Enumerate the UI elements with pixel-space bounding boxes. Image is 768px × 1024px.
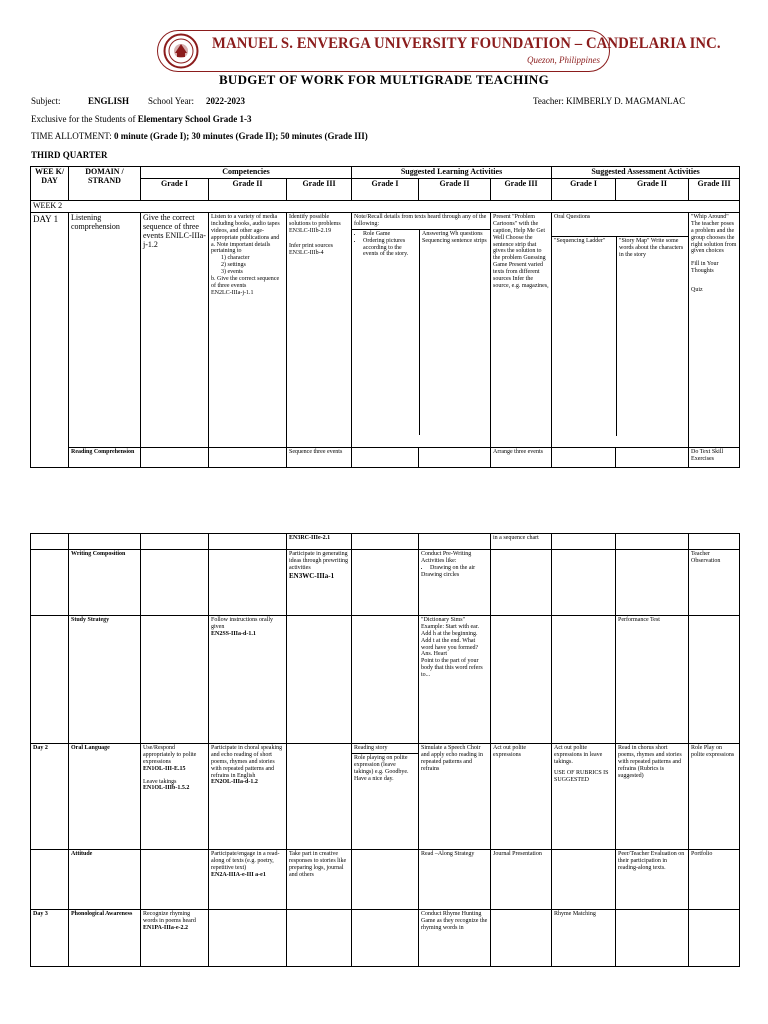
learn-g1-listening: • Role Game • Ordering pictures according to the events of the story.: [352, 230, 420, 435]
assess-g2-oral: Read in chorus short poems, rhymes and stories with repeated patterns and refrains (Rubrics is suggested): [616, 744, 689, 850]
document-title: BUDGET OF WORK FOR MULTIGRADE TEACHING: [218, 72, 550, 87]
header-competencies: Competencies: [141, 167, 352, 179]
day-3-label: Day 3: [31, 910, 69, 967]
header-learning: Suggested Learning Activities: [352, 167, 552, 179]
school-year-value: 2022-2023: [206, 96, 245, 106]
learn-g2-oral: Simulate a Speech Choir and apply echo reading in repeated patterns and refrains: [419, 744, 491, 850]
university-seal-icon: [163, 33, 199, 69]
learn-g2-study: "Dictionary Sims" Example: Start with ear. Add h at the beginning. Add t at the end. What word have you formed? Ans. Heart Point to the part of your body that this word refers to...: [419, 616, 491, 744]
learn-g2-listening: Answering Wh questions Sequencing sentence strips: [422, 230, 487, 244]
comp-g3-reading: Sequence three events: [287, 447, 352, 467]
header-assess-grade1: Grade I: [552, 179, 616, 201]
domain-oral: Oral Language: [69, 744, 141, 850]
learn-g3-attitude: Journal Presentation: [491, 850, 552, 910]
subject-label: Subject:: [31, 96, 61, 106]
learn-g1g2-listening: Note/Recall details from texts heard through any of the following: • Role Game • Ordering pictures according to the events of the story. Answering Wh questions Sequencing sentence strips: [352, 212, 491, 447]
teacher-name: Teacher: KIMBERLY D. MAGMANLAC: [533, 96, 686, 106]
org-name: MANUEL S. ENVERGA UNIVERSITY FOUNDATION – CANDELARIA INC.: [212, 35, 721, 52]
learn-g2-attitude: Read –Along Strategy: [419, 850, 491, 910]
quarter-label: THIRD QUARTER: [31, 150, 108, 160]
learn-g3-reading-cont: in a sequence chart: [491, 534, 552, 550]
comp-g1-phonological: Recognize rhyming words in poems heard EN1PA-IIIa-e-2.2: [141, 910, 209, 967]
header-week-day: WEE K/ DAY: [31, 167, 69, 201]
comp-g2-study: Follow instructions orally given EN2SS-IIIa-d-1.1: [209, 616, 287, 744]
assess-g2-study: Performance Test: [616, 616, 689, 744]
learn-g2-phonological: Conduct Rhyme Hunting Game as they recognize the rhyming words in: [419, 910, 491, 967]
assess-g3-listening: "Whip Around" The teacher poses a problem and the group chooses the right solution from given choices Fill in Your Thoughts Quiz: [689, 212, 740, 447]
assess-g2-attitude: Peer/Teacher Evaluation on their participation in reading-along texts.: [616, 850, 689, 910]
header-comp-grade2: Grade II: [209, 179, 287, 201]
comp-g2-attitude: Participate/engage in a read- along of texts (e.g. poetry, repetitive text) EN2A-IIIA-e-III a-e1: [209, 850, 287, 910]
learn-g3-listening: Present "Problem Cartoons" with the caption, Help Me Get Well Choose the sentence strip that gives the solution to the problem Guessing Game Present varied texts from different sources Infer the source, e.g. magazines,: [491, 212, 552, 447]
budget-table-part1: [30, 166, 740, 468]
comp-g2-listening: Listen to a variety of media including books, audio tapes videos, and other age-appropriate publications and a. Note important details pertaining to 1) character 2) settings 3) events b. Give the correct sequence of three events EN2LC-IIIa-j-1.1: [209, 212, 287, 447]
day-2-label: Day 2: [31, 744, 69, 850]
assess-g1-oral: Act out polite expressions in leave takings. USE OF RUBRICS IS SUGGESTED: [552, 744, 616, 850]
domain-writing: Writing Composition: [69, 550, 141, 616]
assess-g2-listening: "Story Map" Write some words about the characters in the story: [617, 236, 688, 436]
header-assessment: Suggested Assessment Activities: [552, 167, 740, 179]
domain-attitude: Attitude: [69, 850, 141, 910]
assess-g3-attitude: Portfolio: [689, 850, 740, 910]
header-assess-grade3: Grade III: [689, 179, 740, 201]
assess-g1-phonological: Rhyme Matching: [552, 910, 616, 967]
header-learn-grade3: Grade III: [491, 179, 552, 201]
week-label: WEEK 2: [31, 201, 740, 213]
comp-g3-writing: Participate in generating ideas through prewriting activities EN3WC-IIIa-1: [287, 550, 352, 616]
learn-g3-reading: Arrange three events: [491, 447, 552, 467]
school-year-label: School Year:: [148, 96, 195, 106]
assess-g3-writing: Teacher Observation: [689, 550, 740, 616]
domain-phonological: Phonological Awareness: [69, 910, 141, 967]
assess-g3-reading: Do Text Skill Exercises: [689, 447, 740, 467]
exclusive-line: Exclusive for the Students of Elementary School Grade 1-3: [31, 114, 252, 124]
comp-g3-listening: Identify possible solutions to problems EN3LC-IIIb-2.19 Infer print sources EN3LC-IIIb-4: [287, 212, 352, 447]
domain-reading: Reading Comprehension: [69, 447, 141, 467]
domain-listening: Listening comprehension: [69, 212, 141, 447]
assess-g1-listening: "Sequencing Ladder": [552, 236, 617, 436]
org-location: Quezon, Philippines: [527, 55, 600, 65]
header-assess-grade2: Grade II: [616, 179, 689, 201]
time-allotment: TIME ALLOTMENT: 0 minute (Grade I); 30 minutes (Grade II); 50 minutes (Grade III): [31, 131, 368, 141]
domain-study: Study Strategy: [69, 616, 141, 744]
learn-g2-writing: Conduct Pre-Writing Activities like: • Drawing on the air Drawing circles: [419, 550, 491, 616]
day-label: DAY 1: [31, 212, 69, 467]
budget-table-part2: [30, 533, 740, 967]
header-learn-grade1: Grade I: [352, 179, 419, 201]
assess-g1g2-listening: Oral Questions "Sequencing Ladder" "Story Map" Write some words about the characters in the story: [552, 212, 689, 447]
comp-g3-reading-code: EN3RC-IIIe-2.1: [287, 534, 352, 550]
comp-g2-oral: Participate in choral speaking and echo reading of short poems, rhymes and stories with repeated patterns and refrains in English EN2OL-IIIa-d-1.2: [209, 744, 287, 850]
comp-g1-listening: Give the correct sequence of three events ENILC-IIIa-j-1.2: [141, 212, 209, 447]
header-comp-grade1: Grade I: [141, 179, 209, 201]
header-comp-grade3: Grade III: [287, 179, 352, 201]
learn-g1-oral: Reading story Role playing on polite expression (leave takings) e.g. Goodbye. Have a nice day.: [352, 744, 419, 850]
header-domain: DOMAIN / STRAND: [69, 167, 141, 201]
comp-g3-attitude: Take part in creative responses to stories like preparing logs, journal and others: [287, 850, 352, 910]
comp-g1-oral: Use/Respond appropriately to polite expressions EN1OL-III-E.15 Leave takings EN1OL-IIIb-1.5.2: [141, 744, 209, 850]
learn-g3-oral: Act out polite expressions: [491, 744, 552, 850]
header-learn-grade2: Grade II: [419, 179, 491, 201]
subject-value: ENGLISH: [88, 96, 130, 106]
assess-g3-oral: Role Play on polite expressions: [689, 744, 740, 850]
